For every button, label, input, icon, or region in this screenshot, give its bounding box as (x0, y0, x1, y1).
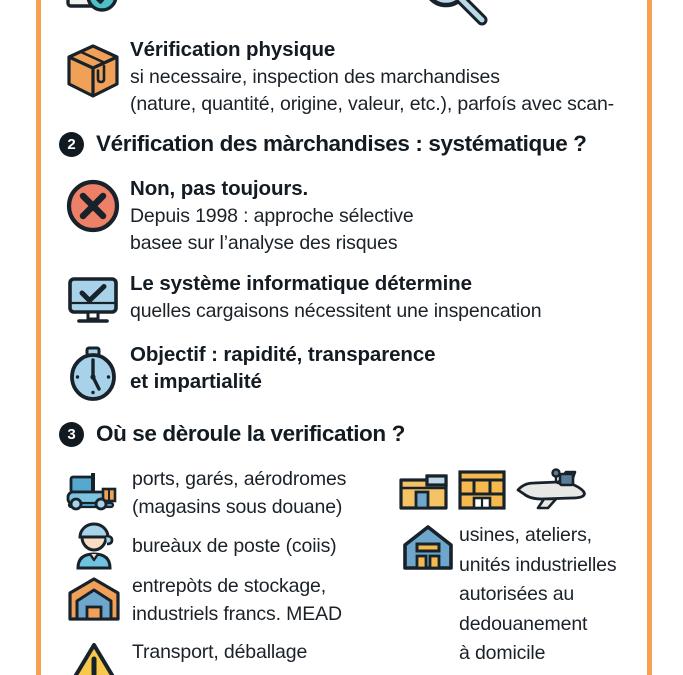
factory-building-icon (456, 464, 508, 516)
section-number-badge-2: 2 (59, 132, 84, 157)
ports-text-block (132, 465, 406, 521)
ports-line-2: (magasins sous douane) (132, 496, 343, 518)
physique-heading: Vérification physique (130, 38, 336, 61)
warning-triangle-icon (56, 638, 132, 675)
list-item-objectif (56, 341, 656, 403)
cargo-truck-icon (56, 465, 132, 515)
non-text-block (130, 175, 656, 257)
non-heading: Non, pas toujours. (130, 177, 309, 200)
objectif-line-2: et impartialité (130, 370, 262, 393)
section-heading-2 (59, 131, 587, 157)
usines-line-3: autorisées au (459, 583, 575, 605)
physique-text-block (130, 36, 656, 118)
usines-line-1: usines, ateliers, (459, 524, 592, 546)
storage-warehouse-icon (56, 572, 132, 622)
left-accent-rail (36, 0, 41, 675)
poste-text-block (132, 518, 406, 560)
list-item-usines (397, 521, 616, 669)
objectif-line-1: Objectif : rapidité, transparence (130, 343, 436, 366)
list-item-non-pas-toujours (56, 175, 656, 257)
entrepots-text-block (132, 572, 406, 628)
list-item-transport (56, 638, 406, 675)
physique-line-1: si necessaire, inspection des marchandises (130, 66, 500, 88)
systeme-heading: Le système informatique détermine (130, 272, 472, 295)
red-x-circle-icon (56, 175, 130, 235)
list-item-ports (56, 465, 406, 521)
section-heading-3 (59, 421, 405, 447)
warehouse-building-icon (397, 464, 450, 516)
blue-house-icon (397, 521, 459, 571)
non-line-2: basee sur l’analyse des risques (130, 232, 398, 254)
monitor-check-icon (56, 270, 130, 330)
document-check-icon (56, 0, 130, 28)
cardboard-box-icon (56, 36, 130, 102)
non-line-1: Depuis 1998 : approche sélective (130, 205, 414, 227)
transport-line-1: Transport, déballage (132, 641, 308, 663)
stopwatch-icon (56, 341, 130, 403)
section-number-badge-3: 3 (59, 422, 84, 447)
ports-line-1: ports, garés, aérodromes (132, 468, 347, 490)
transport-text-block (132, 638, 406, 666)
list-item-systeme-informatique (56, 270, 656, 330)
systeme-line-1: quelles cargaisons nécessitent une inspencation (130, 300, 542, 322)
entrepots-line-1: entrepòts de stockage, (132, 575, 326, 597)
objectif-text-block (130, 341, 656, 395)
list-item-entrepots (56, 572, 406, 628)
usines-line-4: dedouanement (459, 612, 588, 635)
infographic-content (56, 0, 656, 675)
list-item-bureaux-de-poste (56, 518, 406, 570)
postal-worker-icon (56, 518, 132, 570)
buildings-airplane-icon-group (397, 464, 588, 516)
usines-line-2: unités industrielles (459, 553, 617, 576)
section-title-2: Vérification des màrchandises : systématique ? (96, 131, 587, 156)
usines-line-5: à domicile (459, 642, 546, 664)
systeme-text-block (130, 270, 656, 325)
section-title-3: Où se dèroule la verification ? (96, 421, 405, 446)
physique-line-2: (nature, quantité, origine, valeur, etc.), parfoís avec scan- (130, 93, 615, 115)
airplane-icon (514, 464, 588, 516)
poste-line-1: bureàux de poste (coiis) (132, 535, 337, 557)
list-item-verification-physique (56, 36, 656, 118)
entrepots-line-2: industriels francs. MEAD (132, 603, 342, 625)
usines-text-block (459, 521, 616, 669)
list-item-declaration (56, 0, 656, 28)
